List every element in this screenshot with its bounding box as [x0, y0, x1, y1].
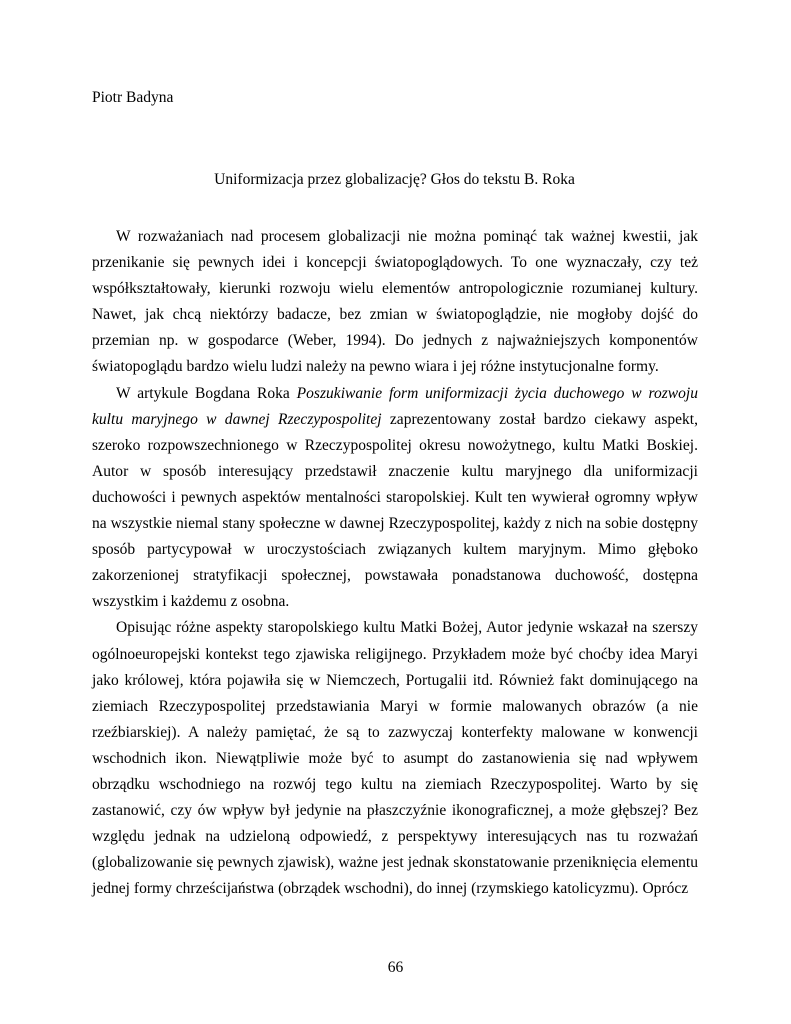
paragraph-3: Opisując różne aspekty staropolskiego kultu Matki Bożej, Autor jedynie wskazał na szerszy ogólnoeuropejski kontekst tego zjawiska religijnego. Przykładem może być choćby idea Maryi jako królowej, która pojawiła się w Niemczech, Portugalii itd. Również fakt dominującego na ziemiach Rzeczypospolitej przedstawiania Maryi w formie malowanych obrazów (a nie rzeźbiarskiej). A należy pamiętać, że są to zazwyczaj konterfekty malowane w konwencji wschodnich ikon. Niewątpliwie może być to asumpt do zastanowienia się nad wpływem obrządku wschodniego na rozwój tego kultu na ziemiach Rzeczypospolitej. Warto by się zastanowić, czy ów wpływ był jedynie na płaszczyźnie ikonograficznej, a może głębszej? Bez względu jednak na udzieloną odpowiedź, z perspektywy interesujących nas tu rozważań (globalizowanie się pewnych zjawisk), ważne jest jednak skonstatowanie przeniknięcia elementu jednej formy chrześcijaństwa (obrządek wschodni), do innej (rzymskiego katolicyzmu). Oprócz	[92, 619, 698, 898]
page-number: 66	[387, 959, 404, 976]
author-name: Piotr Badyna	[92, 89, 174, 106]
paragraph-1: W rozważaniach nad procesem globalizacji nie można pominąć tak ważnej kwestii, jak przenikanie się pewnych idei i koncepcji światopoglądowych. To one wyznaczały, czy też współkształtowały, kierunki rozwoju wielu elementów antropologicznie rozumianej kultury. Nawet, jak chcą niektórzy badacze, bez zmian w światopoglądzie, nie mogłoby dojść do przemian np. w gospodarce (Weber, 1994). Do jednych z najważniejszych komponentów światopoglądu bardzo wielu ludzi należy na pewno wiara i jej różne instytucjonalne formy.	[92, 228, 698, 376]
cited-article-title: Poszukiwanie form uniformizacji życia duchowego w rozwoju kultu maryjnego w dawnej Rzeczypospolitej	[92, 384, 698, 428]
paragraph-2-rest: zaprezentowany został bardzo ciekawy aspekt, szeroko rozpowszechnionego w Rzeczypospolitej okresu nowożytnego, kultu Matki Boskiej. Autor w sposób interesujący przedstawił znaczenie kultu maryjnego dla uniformizacji duchowości i pewnych aspektów mentalności staropolskiej. Kult ten wywierał ogromny wpływ na wszystkie niemal stany społeczne w dawnej Rzeczypospolitej, każdy z nich na sobie dostępny sposób partycypował w uroczystościach związanych kultem maryjnym. Mimo głęboko zakorzenionej stratyfikacji społecznej, powstawała ponadstanowa duchowość, dostępna wszystkim i każdemu z osobna.	[92, 410, 698, 611]
paragraph-2-lead: W artykule Bogdana Roka	[116, 384, 297, 402]
article-body	[92, 224, 698, 902]
article-title: Uniformizacja przez globalizację? Głos do tekstu B. Roka	[214, 171, 575, 188]
paragraph-2	[92, 381, 698, 616]
